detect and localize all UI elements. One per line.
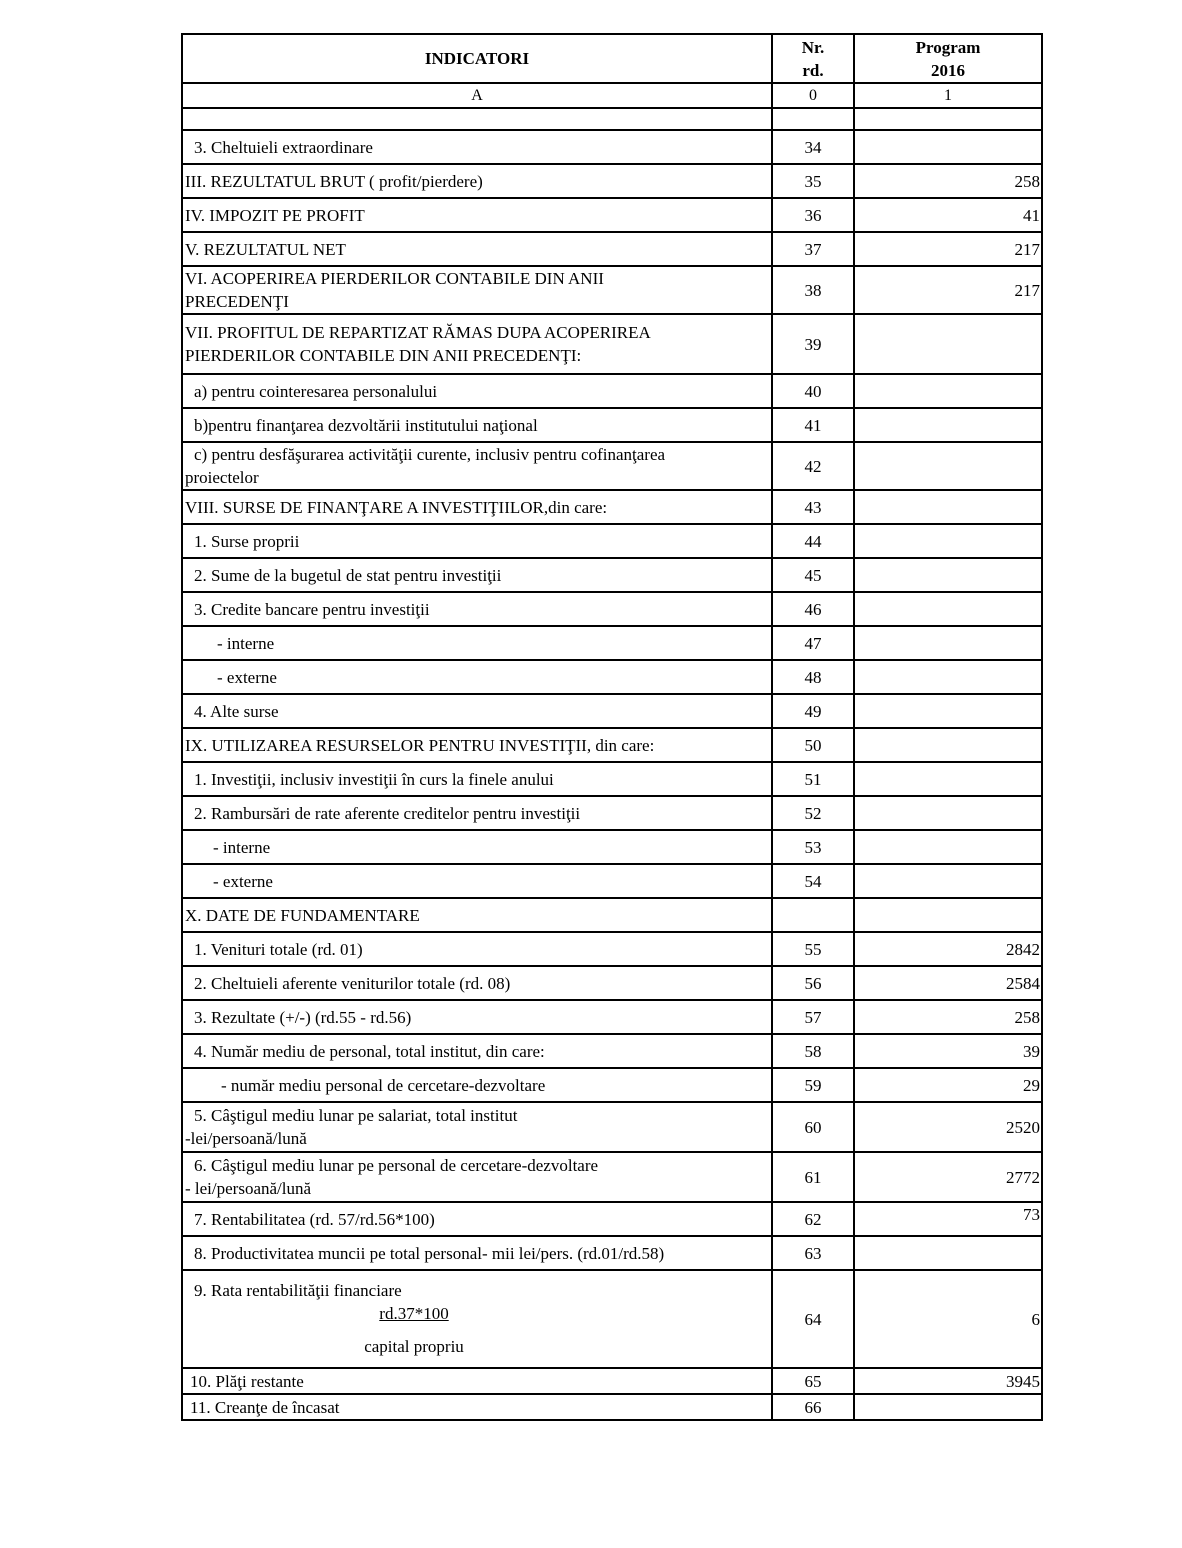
row-number: 35 — [772, 164, 854, 198]
table-row — [182, 1202, 1042, 1236]
spacer-cell — [772, 108, 854, 130]
row-value: 2520 — [854, 1102, 1042, 1152]
row-value — [854, 830, 1042, 864]
table-row — [182, 558, 1042, 592]
row-value: 73 — [854, 1202, 1042, 1236]
table-row — [182, 1394, 1042, 1420]
row-number: 61 — [772, 1152, 854, 1202]
row-value — [854, 864, 1042, 898]
column-code-0: 0 — [772, 83, 854, 108]
row-label: - externe — [182, 660, 772, 694]
row-label-line1: 9. Rata rentabilităţii financiare — [194, 1281, 402, 1300]
table-row — [182, 660, 1042, 694]
row-number: 59 — [772, 1068, 854, 1102]
row-value — [854, 374, 1042, 408]
table-row — [182, 1236, 1042, 1270]
table-row — [182, 864, 1042, 898]
row-label-line2: proiectelor — [185, 468, 259, 487]
row-value — [854, 408, 1042, 442]
row-number: 51 — [772, 762, 854, 796]
row-number: 64 — [772, 1270, 854, 1368]
row-value: 2842 — [854, 932, 1042, 966]
row-label: V. REZULTATUL NET — [182, 232, 772, 266]
row-label: 2. Rambursări de rate aferente creditelor pentru investiţii — [182, 796, 772, 830]
row-label: 3. Cheltuieli extraordinare — [182, 130, 772, 164]
row-number: 45 — [772, 558, 854, 592]
table-row — [182, 1068, 1042, 1102]
row-value — [854, 796, 1042, 830]
row-label: 1. Surse proprii — [182, 524, 772, 558]
row-label: 4. Număr mediu de personal, total institut, din care: — [182, 1034, 772, 1068]
table-row — [182, 408, 1042, 442]
row-value — [854, 1236, 1042, 1270]
row-number: 48 — [772, 660, 854, 694]
table-row — [182, 694, 1042, 728]
row-label — [182, 1152, 772, 1202]
row-value — [854, 592, 1042, 626]
table-row — [182, 442, 1042, 490]
row-number: 39 — [772, 314, 854, 374]
row-value: 6 — [854, 1270, 1042, 1368]
row-label-line2: - lei/persoană/lună — [185, 1179, 312, 1198]
row-number: 41 — [772, 408, 854, 442]
row-label-line1: VII. PROFITUL DE REPARTIZAT RĂMAS DUPA ACOPERIREA — [185, 323, 651, 342]
row-value — [854, 626, 1042, 660]
row-value: 2584 — [854, 966, 1042, 1000]
row-label: 10. Plăţi restante — [182, 1368, 772, 1394]
ratio-denominator: capital propriu — [364, 1337, 464, 1356]
spacer-row — [182, 108, 1042, 130]
row-label: 7. Rentabilitatea (rd. 57/rd.56*100) — [182, 1202, 772, 1236]
row-number: 43 — [772, 490, 854, 524]
table-row — [182, 374, 1042, 408]
row-value — [854, 898, 1042, 932]
column-code-a: A — [182, 83, 772, 108]
table-row — [182, 1034, 1042, 1068]
row-number: 57 — [772, 1000, 854, 1034]
row-label: 11. Creanţe de încasat — [182, 1394, 772, 1420]
row-number: 40 — [772, 374, 854, 408]
row-number: 62 — [772, 1202, 854, 1236]
table-row — [182, 1000, 1042, 1034]
spacer-cell — [854, 108, 1042, 130]
header-indicatori: INDICATORI — [182, 34, 772, 83]
row-label — [182, 266, 772, 314]
row-number: 42 — [772, 442, 854, 490]
row-value — [854, 558, 1042, 592]
row-value — [854, 130, 1042, 164]
table-row — [182, 1270, 1042, 1368]
row-label: - externe — [182, 864, 772, 898]
row-label: - interne — [182, 626, 772, 660]
table-row — [182, 232, 1042, 266]
table-row — [182, 762, 1042, 796]
header-program-line1: Program — [915, 37, 981, 57]
row-value — [854, 314, 1042, 374]
row-label: 4. Alte surse — [182, 694, 772, 728]
row-label-line1: 6. Câştigul mediu lunar pe personal de cercetare-dezvoltare — [194, 1156, 599, 1175]
table-row — [182, 592, 1042, 626]
row-label: VIII. SURSE DE FINANŢARE A INVESTIŢIILOR,din care: — [182, 490, 772, 524]
column-code-row — [182, 83, 1042, 108]
row-value: 29 — [854, 1068, 1042, 1102]
row-number: 60 — [772, 1102, 854, 1152]
header-nr-line1: Nr. — [801, 37, 825, 57]
row-label: b)pentru finanţarea dezvoltării institutului naţional — [182, 408, 772, 442]
row-value: 217 — [854, 266, 1042, 314]
table-row — [182, 932, 1042, 966]
row-label-line1: c) pentru desfăşurarea activităţii curente, inclusiv pentru cofinanţarea — [194, 445, 666, 464]
row-number: 47 — [772, 626, 854, 660]
row-number: 37 — [772, 232, 854, 266]
table-row — [182, 966, 1042, 1000]
row-value — [854, 1394, 1042, 1420]
table-row — [182, 164, 1042, 198]
table-row — [182, 130, 1042, 164]
indicators-sheet — [181, 33, 1041, 1421]
row-label: - interne — [182, 830, 772, 864]
row-value — [854, 694, 1042, 728]
table-row — [182, 266, 1042, 314]
row-number: 65 — [772, 1368, 854, 1394]
row-label-line2: PRECEDENŢI — [185, 292, 289, 311]
row-value: 217 — [854, 232, 1042, 266]
row-number: 53 — [772, 830, 854, 864]
row-value — [854, 728, 1042, 762]
header-nr-line2: rd. — [802, 60, 824, 80]
row-label — [182, 442, 772, 490]
table-row — [182, 796, 1042, 830]
table-row — [182, 830, 1042, 864]
row-label: III. REZULTATUL BRUT ( profit/pierdere) — [182, 164, 772, 198]
table-row — [182, 524, 1042, 558]
row-label: IV. IMPOZIT PE PROFIT — [182, 198, 772, 232]
row-label — [182, 1102, 772, 1152]
row-value — [854, 490, 1042, 524]
table-row — [182, 626, 1042, 660]
indicators-table — [181, 33, 1043, 1421]
row-number: 55 — [772, 932, 854, 966]
row-label: 1. Investiţii, inclusiv investiţii în curs la finele anului — [182, 762, 772, 796]
row-value — [854, 762, 1042, 796]
row-label: 3. Credite bancare pentru investiţii — [182, 592, 772, 626]
row-label-line1: VI. ACOPERIREA PIERDERILOR CONTABILE DIN ANII — [185, 269, 604, 288]
row-value: 41 — [854, 198, 1042, 232]
row-number: 54 — [772, 864, 854, 898]
table-row — [182, 1102, 1042, 1152]
table-row — [182, 1368, 1042, 1394]
spacer-cell — [182, 108, 772, 130]
row-label-line2: PIERDERILOR CONTABILE DIN ANII PRECEDENŢI: — [185, 346, 582, 365]
header-row — [182, 34, 1042, 83]
table-row — [182, 314, 1042, 374]
row-number: 44 — [772, 524, 854, 558]
row-value: 2772 — [854, 1152, 1042, 1202]
row-number: 46 — [772, 592, 854, 626]
row-number: 50 — [772, 728, 854, 762]
row-value: 39 — [854, 1034, 1042, 1068]
row-label: 8. Productivitatea muncii pe total personal- mii lei/pers. (rd.01/rd.58) — [182, 1236, 772, 1270]
header-program — [854, 34, 1042, 83]
row-value — [854, 442, 1042, 490]
column-code-1: 1 — [854, 83, 1042, 108]
row-number: 63 — [772, 1236, 854, 1270]
row-number — [772, 898, 854, 932]
row-value: 3945 — [854, 1368, 1042, 1394]
row-label: IX. UTILIZAREA RESURSELOR PENTRU INVESTIŢII, din care: — [182, 728, 772, 762]
row-number: 66 — [772, 1394, 854, 1420]
row-value: 258 — [854, 1000, 1042, 1034]
header-nr-rd — [772, 34, 854, 83]
row-label-line2: -lei/persoană/lună — [185, 1129, 307, 1148]
row-number: 34 — [772, 130, 854, 164]
table-row — [182, 490, 1042, 524]
row-number: 52 — [772, 796, 854, 830]
row-number: 49 — [772, 694, 854, 728]
row-number: 56 — [772, 966, 854, 1000]
table-row — [182, 198, 1042, 232]
row-label: X. DATE DE FUNDAMENTARE — [182, 898, 772, 932]
row-label — [182, 1270, 772, 1368]
row-number: 38 — [772, 266, 854, 314]
row-value — [854, 660, 1042, 694]
row-number: 58 — [772, 1034, 854, 1068]
row-value — [854, 524, 1042, 558]
row-label-line1: 5. Câştigul mediu lunar pe salariat, total institut — [194, 1106, 518, 1125]
ratio-numerator: rd.37*100 — [379, 1304, 449, 1323]
row-value: 258 — [854, 164, 1042, 198]
row-label: 3. Rezultate (+/-) (rd.55 - rd.56) — [182, 1000, 772, 1034]
row-label: 1. Venituri totale (rd. 01) — [182, 932, 772, 966]
table-row — [182, 898, 1042, 932]
table-row — [182, 1152, 1042, 1202]
table-row — [182, 728, 1042, 762]
row-label: a) pentru cointeresarea personalului — [182, 374, 772, 408]
row-label: 2. Cheltuieli aferente veniturilor totale (rd. 08) — [182, 966, 772, 1000]
row-label: 2. Sume de la bugetul de stat pentru investiţii — [182, 558, 772, 592]
row-label — [182, 314, 772, 374]
row-number: 36 — [772, 198, 854, 232]
row-label: - număr mediu personal de cercetare-dezvoltare — [182, 1068, 772, 1102]
header-program-line2: 2016 — [931, 60, 965, 80]
